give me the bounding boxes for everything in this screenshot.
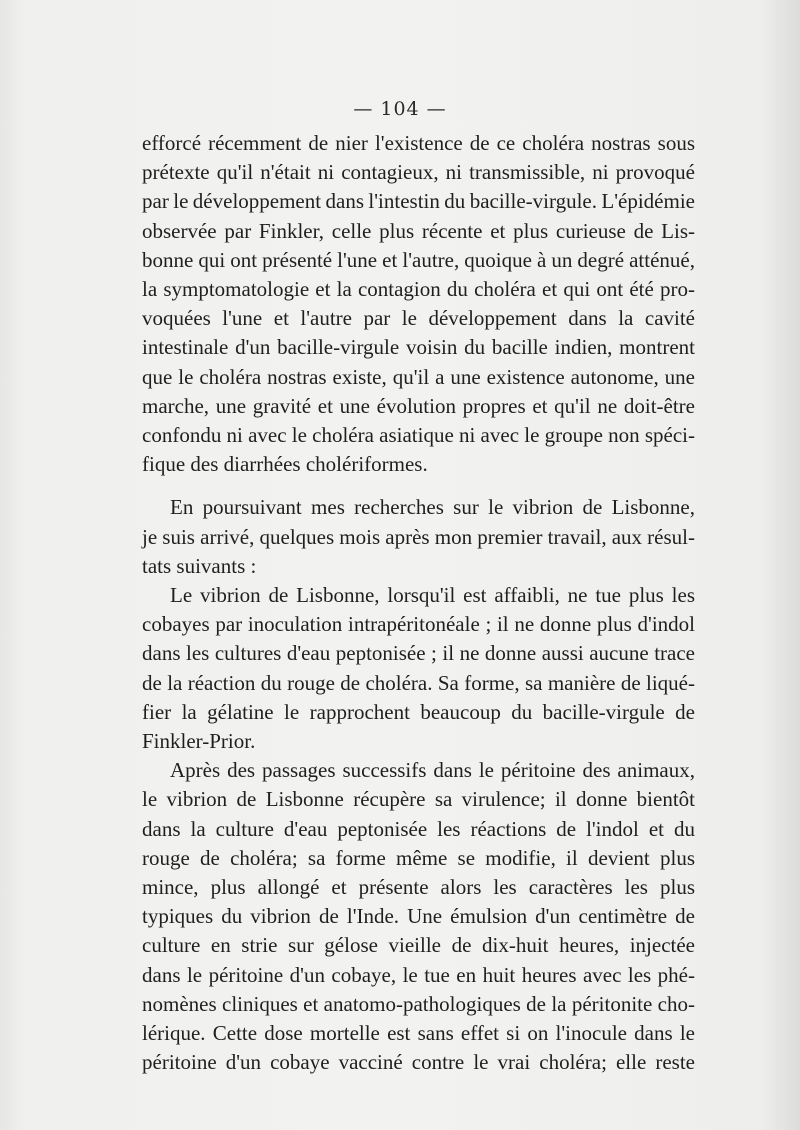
- page-number: — 104 —: [353, 98, 447, 120]
- text-line: marche, une gravité et une évolution propres et qu'il ne doit-être: [142, 393, 695, 418]
- text-line: dans le péritoine d'un cobaye, le tue en huit heures avec les phé-: [142, 962, 695, 987]
- text-line: péritoine d'un cobaye vacciné contre le vrai choléra; elle reste: [142, 1050, 695, 1075]
- text-line: que le choléra nostras existe, qu'il a une existence autonome, une: [142, 364, 695, 389]
- text-line: Finkler-Prior.: [142, 729, 256, 754]
- text-line: typiques du vibrion de l'Inde. Une émulsion d'un centimètre de: [142, 904, 695, 929]
- text-line: observée par Finkler, celle plus récente et plus curieuse de Lis-: [142, 218, 695, 243]
- text-line: Le vibrion de Lisbonne, lorsqu'il est affaibli, ne tue plus les: [170, 583, 695, 608]
- paragraph-1: [142, 129, 695, 479]
- text-line: intestinale d'un bacille-virgule voisin du bacille indien, montrent: [142, 335, 695, 360]
- text-line: prétexte qu'il n'était ni contagieux, ni transmissible, ni provoqué: [142, 160, 695, 185]
- text-line: je suis arrivé, quelques mois après mon premier travail, aux résul-: [142, 524, 695, 549]
- body-text: [142, 129, 695, 1078]
- text-line: dans la culture d'eau peptonisée les réactions de l'indol et du: [142, 816, 695, 841]
- text-line: la symptomatologie et la contagion du choléra et qui ont été pro-: [142, 277, 695, 302]
- text-line: de la réaction du rouge de choléra. Sa forme, sa manière de liqué-: [142, 670, 695, 695]
- text-line: confondu ni avec le choléra asiatique ni avec le groupe non spéci-: [142, 423, 695, 448]
- text-line: par le développement dans l'intestin du bacille-virgule. L'épidémie: [142, 189, 695, 214]
- text-line: rouge de choléra; sa forme même se modifie, il devient plus: [142, 845, 695, 870]
- text-line: cobayes par inoculation intrapéritonéale ; il ne donne plus d'indol: [142, 612, 695, 637]
- paragraph-3: [142, 581, 695, 756]
- paragraph-4: [142, 756, 695, 1077]
- text-line: nomènes cliniques et anatomo-pathologiques de la péritonite cho-: [142, 991, 695, 1016]
- text-line: mince, plus allongé et présente alors les caractères les plus: [142, 875, 695, 900]
- text-line: fique des diarrhées cholériformes.: [142, 452, 428, 477]
- text-line: voquées l'une et l'autre par le développement dans la cavité: [142, 306, 695, 331]
- text-line: Après des passages successifs dans le péritoine des animaux,: [170, 758, 695, 783]
- text-line: lérique. Cette dose mortelle est sans effet si on l'inocule dans le: [142, 1021, 695, 1046]
- text-line: En poursuivant mes recherches sur le vibrion de Lisbonne,: [170, 495, 695, 520]
- text-line: tats suivants :: [142, 553, 257, 578]
- text-line: dans les cultures d'eau peptonisée ; il ne donne aussi aucune trace: [142, 641, 695, 666]
- text-line: culture en strie sur gélose vieille de dix-huit heures, injectée: [142, 933, 695, 958]
- paragraph-2: [142, 493, 695, 581]
- text-line: efforcé récemment de nier l'existence de ce choléra nostras sous: [142, 131, 695, 155]
- text-line: le vibrion de Lisbonne récupère sa virulence; il donne bientôt: [142, 787, 695, 812]
- text-line: fier la gélatine le rapprochent beaucoup du bacille-virgule de: [142, 699, 695, 724]
- paragraph-spacer: [142, 479, 695, 493]
- text-line: bonne qui ont présenté l'une et l'autre, quoique à un degré atténué,: [142, 247, 695, 272]
